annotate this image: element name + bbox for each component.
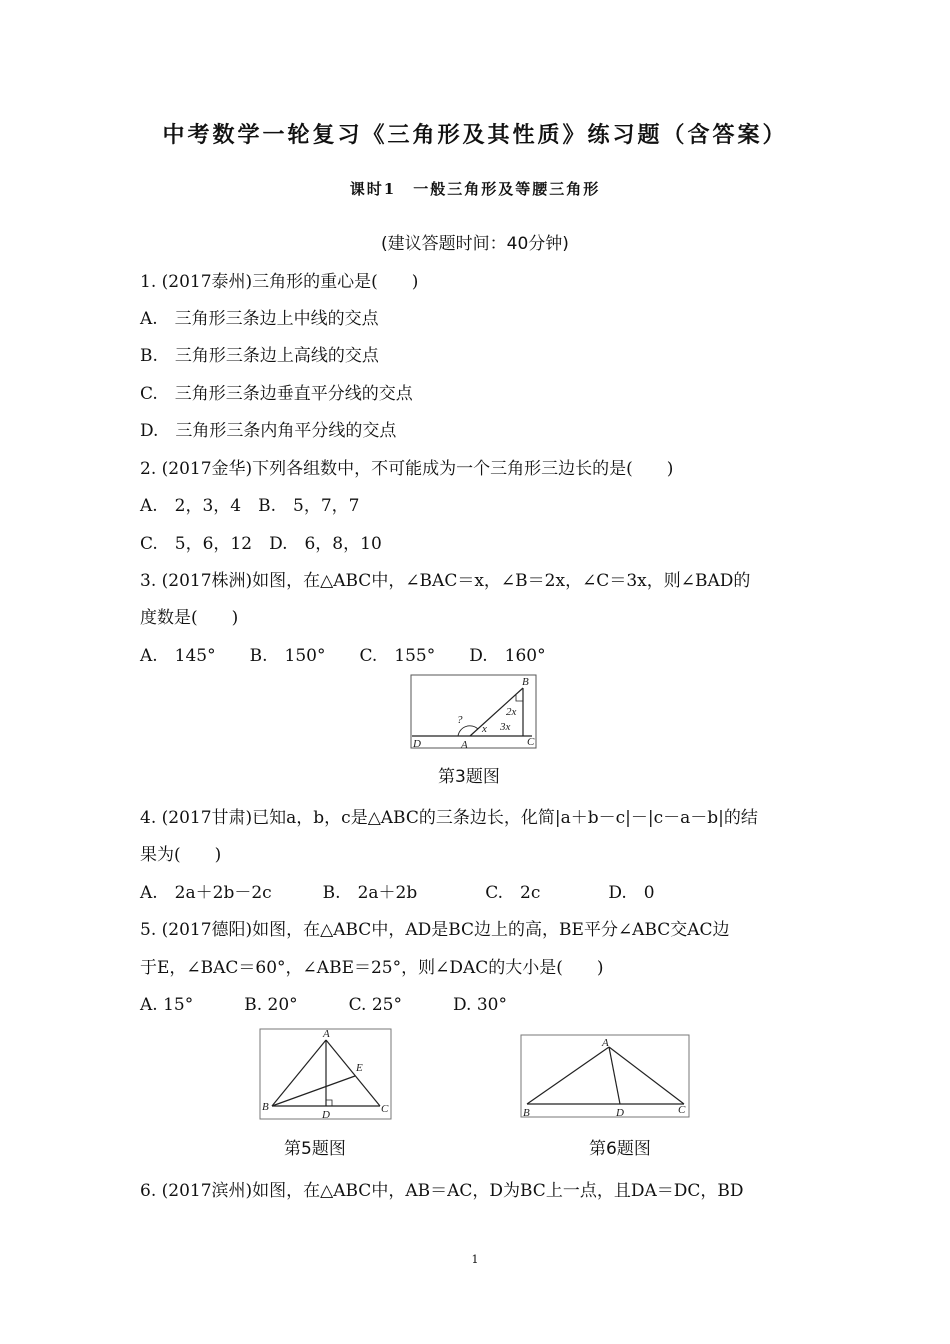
- page-number: 1: [471, 1253, 479, 1266]
- q2-stem: 2. (2017金华)下列各组数中，不可能成为一个三角形三边长的是( ): [140, 459, 674, 479]
- q1-stem: 1. (2017泰州)三角形的重心是( ): [140, 272, 419, 292]
- fig5-label-B: B: [262, 1101, 269, 1113]
- q1-option-d: D. 三角形三条内角平分线的交点: [140, 421, 397, 441]
- document-title: 中考数学一轮复习《三角形及其性质》练习题（含答案）: [162, 122, 788, 148]
- q1-option-c: C. 三角形三条边垂直平分线的交点: [140, 384, 413, 404]
- fig3-label-3x: 3x: [500, 721, 511, 733]
- q2-options-cd: C. 5，6，12 D. 6，8，10: [140, 534, 382, 554]
- fig6-label-D: D: [616, 1107, 624, 1119]
- q6-stem-line1: 6. (2017滨州)如图，在△ABC中，AB＝AC，D为BC上一点，且DA＝DC，BD: [140, 1181, 744, 1201]
- figure-q6: [519, 1033, 692, 1121]
- fig3-label-A: A: [461, 739, 468, 751]
- fig6-label-B: B: [523, 1107, 530, 1119]
- q4-stem-line2: 果为( ): [140, 845, 222, 865]
- time-hint: (建议答题时间：40分钟): [381, 234, 569, 254]
- fig6-label-A: A: [602, 1037, 609, 1049]
- q5-stem-line2: 于E，∠BAC＝60°，∠ABE＝25°，则∠DAC的大小是( ): [140, 958, 604, 978]
- lesson-subtitle: 课时1 一般三角形及等腰三角形: [349, 180, 601, 198]
- q5-options: A. 15° B. 20° C. 25° D. 30°: [140, 995, 507, 1015]
- fig3-label-B: B: [522, 676, 529, 688]
- q3-options: A. 145° B. 150° C. 155° D. 160°: [140, 646, 546, 666]
- q2-options-ab: A. 2，3，4 B. 5，7，7: [140, 496, 360, 516]
- q4-stem-line1: 4. (2017甘肃)已知a，b，c是△ABC的三条边长，化简|a＋b－c|－|c－a－b|的结: [140, 808, 758, 828]
- fig5-label-C: C: [381, 1103, 389, 1115]
- q3-figure-caption: 第3题图: [438, 767, 500, 787]
- fig3-label-D: D: [413, 738, 421, 750]
- fig3-label-question: ?: [457, 714, 463, 726]
- fig3-label-C: C: [527, 736, 535, 748]
- q6-figure-caption: 第6题图: [589, 1139, 651, 1159]
- q5-stem-line1: 5. (2017德阳)如图，在△ABC中，AD是BC边上的高，BE平分∠ABC交AC边: [140, 920, 730, 940]
- fig6-label-C: C: [678, 1104, 686, 1116]
- fig5-label-D: D: [322, 1109, 330, 1121]
- fig3-label-x: x: [482, 723, 487, 735]
- figure-q5: [258, 1026, 394, 1122]
- q3-stem-line2: 度数是( ): [140, 608, 239, 628]
- figure-q3: [410, 673, 540, 751]
- q4-options: A. 2a＋2b－2c B. 2a＋2b C. 2c D. 0: [140, 883, 655, 903]
- q3-stem-line1: 3. (2017株洲)如图，在△ABC中，∠BAC＝x，∠B＝2x，∠C＝3x，则∠BAD的: [140, 571, 751, 591]
- q5-figure-caption: 第5题图: [284, 1139, 346, 1159]
- fig5-label-A: A: [323, 1028, 330, 1040]
- fig3-label-2x: 2x: [506, 706, 517, 718]
- q1-option-b: B. 三角形三条边上高线的交点: [140, 346, 379, 366]
- q1-option-a: A. 三角形三条边上中线的交点: [140, 309, 379, 329]
- fig5-label-E: E: [356, 1062, 363, 1074]
